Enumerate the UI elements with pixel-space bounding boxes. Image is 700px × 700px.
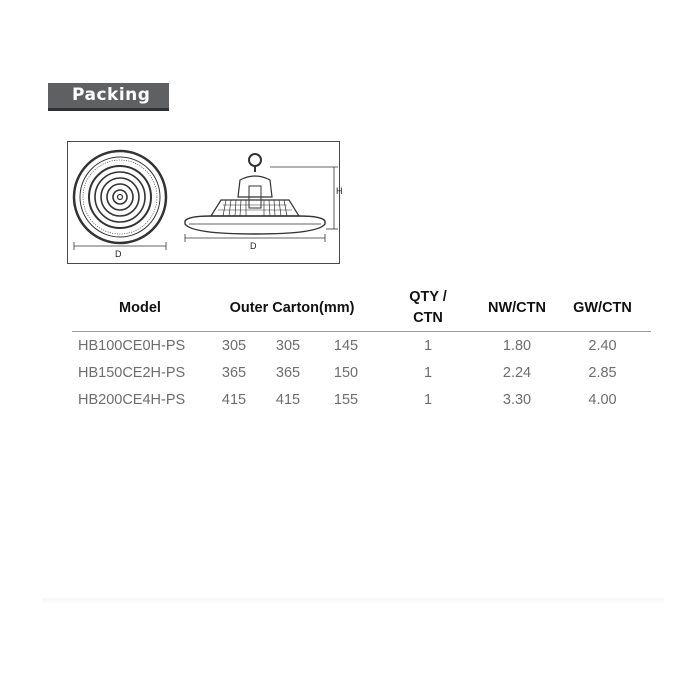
- header-nw: NW/CTN: [488, 299, 546, 316]
- cell-width: 365: [275, 364, 301, 381]
- section-title: Packing: [72, 85, 151, 105]
- cell-width: 415: [275, 391, 301, 408]
- cell-height: 150: [333, 364, 359, 381]
- fixture-line-drawing: [68, 142, 341, 265]
- cell-qty: 1: [423, 364, 433, 381]
- cell-gw: 2.40: [588, 337, 617, 354]
- header-model: Model: [119, 299, 161, 316]
- cell-height: 145: [333, 337, 359, 354]
- table-row: [72, 359, 651, 386]
- cell-nw: 2.24: [502, 364, 532, 381]
- cell-qty: 1: [423, 391, 433, 408]
- height-label: H: [336, 186, 343, 196]
- cell-model: HB150CE2H-PS: [78, 364, 186, 381]
- faint-divider: [42, 598, 664, 603]
- side-width-label: D: [250, 241, 257, 251]
- cell-nw: 1.80: [502, 337, 532, 354]
- side-view: [185, 154, 325, 234]
- cell-length: 365: [221, 364, 247, 381]
- cell-gw: 4.00: [588, 391, 617, 408]
- header-qty-line1: QTY /: [409, 289, 447, 305]
- cell-length: 305: [221, 337, 247, 354]
- cell-gw: 2.85: [588, 364, 617, 381]
- front-view: [74, 151, 166, 243]
- cell-nw: 3.30: [502, 391, 532, 408]
- table-header-row: [72, 285, 651, 332]
- front-width-label: D: [115, 249, 122, 259]
- height-dimension: [270, 167, 338, 229]
- cell-model: HB100CE0H-PS: [78, 337, 186, 354]
- packing-spec-table: [72, 285, 651, 413]
- product-dimension-drawing: [67, 141, 343, 264]
- cell-width: 305: [275, 337, 301, 354]
- cell-height: 155: [333, 391, 359, 408]
- header-outer-carton: Outer Carton(mm): [229, 299, 355, 316]
- table-row: [72, 386, 651, 413]
- header-gw: GW/CTN: [573, 299, 632, 316]
- cell-model: HB200CE4H-PS: [78, 391, 186, 408]
- header-qty: [376, 285, 480, 332]
- section-header-packing: [48, 83, 169, 111]
- cell-qty: 1: [423, 337, 433, 354]
- cell-length: 415: [221, 391, 247, 408]
- header-qty-line2: CTN: [413, 310, 443, 326]
- table-row: [72, 332, 651, 360]
